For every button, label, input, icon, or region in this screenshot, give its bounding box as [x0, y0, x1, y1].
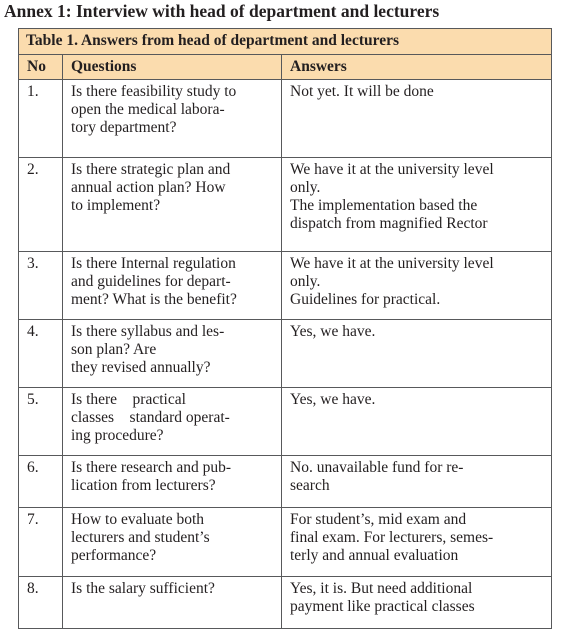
row-number: 1.	[19, 80, 63, 158]
table-row	[19, 158, 552, 252]
answer-line: Not yet. It will be done	[290, 83, 434, 100]
question-line: son plan? Are	[71, 341, 157, 358]
question-line: to implement?	[71, 197, 161, 214]
answer-line: We have it at the university level	[290, 255, 494, 272]
question-line: lication from lecturers?	[71, 477, 216, 494]
answer-line: payment like practical classes	[290, 598, 475, 615]
answer-line: search	[290, 477, 330, 494]
answer-line: final exam. For lecturers, semes-	[290, 529, 494, 546]
answer-line: No. unavailable fund for re-	[290, 459, 464, 476]
table-row	[19, 456, 552, 508]
column-header-answers: Answers	[282, 55, 552, 80]
column-header-no: No	[19, 55, 63, 80]
table-caption-row	[19, 29, 552, 55]
question-cell	[63, 388, 282, 456]
answer-cell	[282, 508, 552, 577]
answer-line: dispatch from magnified Rector	[290, 215, 488, 232]
question-cell	[63, 577, 282, 629]
row-number: 7.	[19, 508, 63, 577]
row-number: 6.	[19, 456, 63, 508]
table-caption: Table 1. Answers from head of department and lecturers	[19, 29, 552, 55]
question-cell	[63, 320, 282, 388]
row-number: 2.	[19, 158, 63, 252]
question-cell	[63, 456, 282, 508]
question-line: Is there feasibility study to	[71, 83, 237, 100]
answer-line: Yes, we have.	[290, 323, 376, 340]
answer-cell	[282, 577, 552, 629]
question-line: Is there research and pub-	[71, 459, 232, 476]
answer-line: terly and annual evaluation	[290, 547, 459, 564]
question-cell	[63, 80, 282, 158]
answer-line: Guidelines for practical.	[290, 291, 441, 308]
answer-line: The implementation based the	[290, 197, 478, 214]
answer-cell	[282, 388, 552, 456]
answer-line: For student’s, mid exam and	[290, 511, 467, 528]
question-line: classes standard operat-	[71, 409, 230, 426]
table-row	[19, 320, 552, 388]
question-line: open the medical labora-	[71, 101, 225, 118]
question-line: Is the salary sufficient?	[71, 580, 215, 597]
question-line: ment? What is the benefit?	[71, 291, 237, 308]
table-header-row	[19, 55, 552, 80]
answer-cell	[282, 252, 552, 320]
table-row	[19, 252, 552, 320]
question-line: lecturers and student’s	[71, 529, 210, 546]
answers-table	[18, 28, 552, 629]
row-number: 3.	[19, 252, 63, 320]
answer-line: only.	[290, 273, 321, 290]
question-line: they revised annually?	[71, 359, 211, 376]
question-line: annual action plan? How	[71, 179, 226, 196]
row-number: 4.	[19, 320, 63, 388]
answer-line: We have it at the university level	[290, 161, 494, 178]
question-line: Is there Internal regulation	[71, 255, 236, 272]
question-cell	[63, 252, 282, 320]
table-row	[19, 577, 552, 629]
row-number: 8.	[19, 577, 63, 629]
question-line: performance?	[71, 547, 157, 564]
answer-cell	[282, 320, 552, 388]
annex-title: Annex 1: Interview with head of department and lecturers	[4, 1, 440, 21]
question-line: Is there practical	[71, 391, 186, 408]
answer-cell	[282, 456, 552, 508]
answer-cell	[282, 80, 552, 158]
question-line: and guidelines for depart-	[71, 273, 231, 290]
column-header-questions: Questions	[63, 55, 282, 80]
table-row	[19, 508, 552, 577]
question-cell	[63, 158, 282, 252]
answer-line: only.	[290, 179, 321, 196]
answer-cell	[282, 158, 552, 252]
answer-line: Yes, it is. But need additional	[290, 580, 473, 597]
table-row	[19, 80, 552, 158]
row-number: 5.	[19, 388, 63, 456]
question-line: Is there strategic plan and	[71, 161, 231, 178]
question-line: Is there syllabus and les-	[71, 323, 225, 340]
answer-line: Yes, we have.	[290, 391, 376, 408]
question-cell	[63, 508, 282, 577]
question-line: ing procedure?	[71, 427, 164, 444]
table-row	[19, 388, 552, 456]
question-line: How to evaluate both	[71, 511, 205, 528]
question-line: tory department?	[71, 119, 177, 136]
